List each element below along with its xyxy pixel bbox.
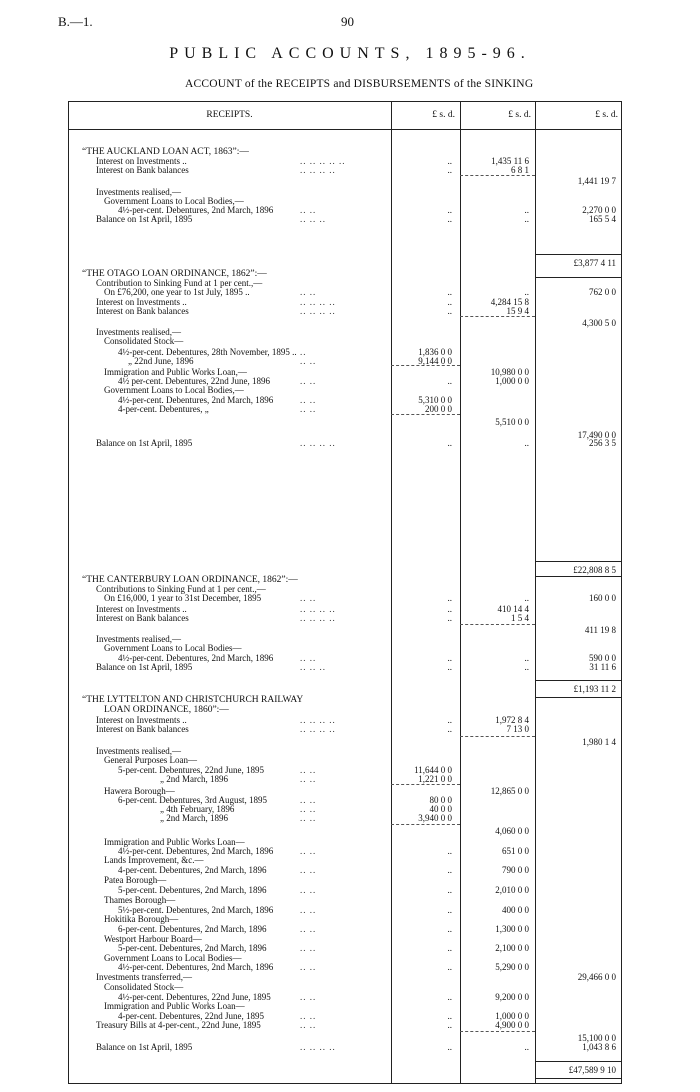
entry-text: Government Loans to Local Bodies— [104,643,242,653]
entry-text: Immigration and Public Works Loan— [104,1001,245,1011]
amount-c3: 1,441 19 7 [577,176,616,186]
entry-text: 4½-per-cent. Debentures, 2nd March, 1896 [118,653,274,663]
page-title: PUBLIC ACCOUNTS, 1895-96. [169,45,531,62]
amount-c1: .. [447,724,452,734]
total-rule [535,254,622,255]
amount-c3: £3,877 4 11 [573,258,616,268]
entry-text: Immigration and Public Works Loan,— [104,367,247,377]
amount-c1: .. [447,593,452,603]
entry-text: 4½-per-cent. Debentures, 2nd March, 1896 [118,846,274,856]
leader-dots: .. .. .. .. [300,604,336,614]
amount-c1: .. [447,306,452,316]
leader-dots: .. .. [300,205,317,215]
amount-c1: .. [447,662,452,672]
total-rule [535,680,622,681]
header-rule [68,129,622,130]
amount-c1: .. [447,1042,452,1052]
entry-text: “THE CANTERBURY LOAN ORDINANCE, 1862”:— [82,575,298,585]
amount-c3: 1,043 8 6 [582,1042,616,1052]
total-rule [535,1061,622,1062]
leader-dots: .. .. .. .. [300,613,336,623]
amount-c2: .. [524,1042,529,1052]
entry-text: 4½-per-cent. Debentures, 2nd March, 1896 [118,395,274,405]
entry-text: 4½-per-cent. Debentures, 2nd March, 1896 [118,205,274,215]
amount-c1: .. [447,865,452,875]
entry-text: General Purposes Loan— [104,755,197,765]
leader-dots: .. .. [300,356,317,366]
entry-text: Investments realised,— [96,746,181,756]
report-code: B.—1. [58,14,93,29]
subtotal-rule [460,175,535,176]
entry-text: „ 2nd March, 1896 [160,774,228,784]
amount-c3: £47,589 9 10 [568,1065,616,1075]
entry-text: “THE OTAGO LOAN ORDINANCE, 1862”:— [82,269,267,279]
amount-c1: 40 0 0 [429,804,452,814]
entry-text: Investments realised,— [96,187,181,197]
amount-c2: 400 0 0 [502,905,529,915]
subtotal-rule [460,316,535,317]
amount-c2: 651 0 0 [502,846,529,856]
amount-c3: 2,270 0 0 [582,205,616,215]
leader-dots: .. .. [300,653,317,663]
amount-c1: 11,644 0 0 [414,765,452,775]
amount-c3: 1,980 1 4 [582,737,616,747]
leader-dots: .. .. [300,865,317,875]
amount-c1: .. [447,613,452,623]
total-rule [535,576,622,577]
entry-text: Immigration and Public Works Loan— [104,837,245,847]
amount-c3: 165 5 4 [589,214,616,224]
entry-text: On £16,000, 1 year to 31st December, 1895 [104,593,262,603]
amount-c1: .. [447,1011,452,1021]
amount-c1: .. [447,943,452,953]
entry-text: Balance on 1st April, 1895 [96,438,193,448]
amount-c3: £22,808 8 5 [573,565,616,575]
entry-text: Interest on Investments .. [96,156,187,166]
amount-c2: 5,290 0 0 [495,962,529,972]
column-divider [535,101,536,1084]
entry-text: Consolidated Stock— [104,982,184,992]
total-rule [535,1078,622,1079]
amount-c1: 1,221 0 0 [418,774,452,784]
entry-text: Government Loans to Local Bodies— [104,953,242,963]
entry-text: 4-per-cent. Debentures, 22nd June, 1895 [118,1011,265,1021]
entry-text: 4½-per-cent. Debentures, 28th November, 1895 .. [118,347,297,357]
leader-dots: .. .. [300,395,317,405]
leader-dots: .. .. [300,795,317,805]
entry-text: Interest on Bank balances [96,613,189,623]
entry-text: Interest on Investments .. [96,297,187,307]
amount-c1: .. [447,297,452,307]
amount-c3: 15,100 0 0 [577,1033,616,1043]
amount-c1: .. [447,214,452,224]
entry-text: Lands Improvement, &c.— [104,855,204,865]
amount-c2: 1,000 0 0 [495,1011,529,1021]
entry-text: Westport Harbour Board— [104,934,202,944]
entry-text: Investments realised,— [96,634,181,644]
amount-c1: .. [447,715,452,725]
amount-c1: .. [447,962,452,972]
leader-dots: .. .. [300,376,317,386]
amount-c1: .. [447,165,452,175]
leader-dots: .. .. [300,992,317,1002]
entry-text: Balance on 1st April, 1895 [96,1042,193,1052]
entry-text: 4-per-cent. Debentures, „ [118,404,209,414]
subtotal-rule [391,414,460,415]
entry-text: 4½ per-cent. Debentures, 22nd June, 1896 [118,376,271,386]
entry-text: Contributions to Sinking Fund at 1 per cent.,— [96,584,266,594]
amount-c2: .. [524,287,529,297]
leader-dots: .. .. .. .. [300,306,336,316]
leader-dots: .. .. [300,846,317,856]
amount-c2: 10,980 0 0 [490,367,529,377]
amount-c2: 1,972 8 4 [495,715,529,725]
entry-text: 6-per-cent. Debentures, 2nd March, 1896 [118,924,267,934]
entry-text: Hokitika Borough— [104,914,179,924]
entry-text: Thames Borough— [104,895,176,905]
amount-c2: 12,865 0 0 [490,786,529,796]
entry-text: 5-per-cent. Debentures, 2nd March, 1896 [118,943,267,953]
amount-c1: 3,940 0 0 [418,813,452,823]
entry-text: Patea Borough— [104,875,167,885]
entry-text: Hawera Borough— [104,786,175,796]
amount-c1: .. [447,1020,452,1030]
entry-text: „ 2nd March, 1896 [160,813,228,823]
entry-text: 4½-per-cent. Debentures, 2nd March, 1896 [118,962,274,972]
leader-dots: .. .. [300,404,317,414]
amount-c2: 6 8 1 [511,165,529,175]
amount-c2: 1,435 11 6 [491,156,529,166]
amount-c2: 4,900 0 0 [495,1020,529,1030]
entry-text: 5½-per-cent. Debentures, 2nd March, 1896 [118,905,274,915]
leader-dots: .. .. [300,905,317,915]
amount-c1: .. [447,653,452,663]
amount-c2: .. [524,653,529,663]
leader-dots: .. .. [300,287,317,297]
entry-text: Government Loans to Local Bodies,— [104,385,244,395]
amount-c2: 5,510 0 0 [495,417,529,427]
amount-c1: .. [447,885,452,895]
amount-c1: .. [447,287,452,297]
page-number: 90 [341,14,354,29]
entry-text: LOAN ORDINANCE, 1860”:— [104,705,229,715]
column-divider [460,101,461,1084]
amount-c1: .. [447,846,452,856]
entry-text: Consolidated Stock— [104,336,184,346]
leader-dots: .. .. [300,924,317,934]
amount-c3: 31 11 6 [589,662,616,672]
leader-dots: .. .. .. [300,662,326,672]
leader-dots: .. .. [300,1020,317,1030]
amount-c3: 4,300 5 0 [582,318,616,328]
entry-text: Contribution to Sinking Fund at 1 per cent.,— [96,278,263,288]
amount-c2: 7 13 0 [506,724,529,734]
amount-c2: .. [524,438,529,448]
leader-dots: .. .. [300,593,317,603]
entry-text: „ 22nd June, 1896 [128,356,194,366]
amount-c2: 4,284 15 8 [490,297,529,307]
amount-c1: 1,836 0 0 [418,347,452,357]
amount-c2: 15 9 4 [506,306,529,316]
receipts-column-header: RECEIPTS. [206,110,253,120]
leader-dots: .. .. .. .. [300,165,336,175]
amount-c3: 762 0 0 [589,287,616,297]
subtotal-rule [460,736,535,737]
entry-text: Interest on Bank balances [96,724,189,734]
amount-c1: .. [447,604,452,614]
amount-c1: 5,310 0 0 [418,395,452,405]
amount-c2: .. [524,205,529,215]
leader-dots: .. .. [300,943,317,953]
amount-c3: 17,490 0 0 [577,430,616,440]
leader-dots: .. .. [300,1011,317,1021]
amount-c2: 410 14 4 [497,604,529,614]
column-3-header: £ s. d. [595,110,618,120]
entry-text: 5-per-cent. Debentures, 2nd March, 1896 [118,885,267,895]
entry-text: „ 4th February, 1896 [160,804,235,814]
leader-dots: .. .. [300,765,317,775]
total-rule [535,697,622,698]
subtotal-rule [460,624,535,625]
leader-dots: .. .. .. .. .. [300,156,346,166]
leader-dots: .. .. [300,804,317,814]
total-rule [535,277,622,278]
column-1-header: £ s. d. [432,110,455,120]
entry-text: 4½-per-cent. Debentures, 22nd June, 1895 [118,992,271,1002]
entry-text: “THE LYTTELTON AND CHRISTCHURCH RAILWAY [82,695,304,705]
amount-c2: 2,100 0 0 [495,943,529,953]
leader-dots: .. [300,347,307,357]
leader-dots: .. .. .. .. [300,1042,336,1052]
amount-c3: 256 3 5 [589,438,616,448]
amount-c2: 1,000 0 0 [495,376,529,386]
leader-dots: .. .. .. [300,214,326,224]
amount-c2: .. [524,214,529,224]
subtotal-rule [391,784,460,785]
amount-c3: 590 0 0 [589,653,616,663]
leader-dots: .. .. .. .. [300,297,336,307]
entry-text: 4-per-cent. Debentures, 2nd March, 1896 [118,865,267,875]
amount-c1: .. [447,376,452,386]
leader-dots: .. .. [300,962,317,972]
amount-c2: 1,300 0 0 [495,924,529,934]
account-subtitle: ACCOUNT of the RECEIPTS and DISBURSEMENTS of the SINKING [185,78,534,90]
amount-c3: 411 19 8 [584,625,616,635]
entry-text: Investments transferred,— [96,972,192,982]
amount-c2: .. [524,593,529,603]
entry-text: Interest on Investments .. [96,604,187,614]
entry-text: 5-per-cent. Debentures, 22nd June, 1895 [118,765,265,775]
amount-c1: 80 0 0 [429,795,452,805]
entry-text: Investments realised,— [96,327,181,337]
leader-dots: .. .. [300,885,317,895]
amount-c1: 9,144 0 0 [418,356,452,366]
leader-dots: .. .. .. .. [300,438,336,448]
entry-text: Interest on Investments .. [96,715,187,725]
entry-text: “THE AUCKLAND LOAN ACT, 1863”:— [82,147,249,157]
leader-dots: .. .. [300,813,317,823]
amount-c1: .. [447,992,452,1002]
leader-dots: .. .. .. .. [300,724,336,734]
entry-text: Treasury Bills at 4-per-cent., 22nd June, 1895 [96,1020,261,1030]
amount-c1: .. [447,924,452,934]
amount-c1: .. [447,205,452,215]
amount-c2: 9,200 0 0 [495,992,529,1002]
leader-dots: .. .. [300,774,317,784]
column-2-header: £ s. d. [508,110,531,120]
entry-text: Interest on Bank balances [96,306,189,316]
subtotal-rule [391,824,460,825]
entry-text: Government Loans to Local Bodies,— [104,196,244,206]
amount-c2: 4,060 0 0 [495,826,529,836]
entry-text: 6-per-cent. Debentures, 3rd August, 1895 [118,795,268,805]
entry-text: Balance on 1st April, 1895 [96,662,193,672]
amount-c3: 29,466 0 0 [577,972,616,982]
amount-c2: 2,010 0 0 [495,885,529,895]
amount-c1: .. [447,438,452,448]
amount-c1: .. [447,156,452,166]
amount-c3: 160 0 0 [589,593,616,603]
column-divider [391,101,392,1084]
amount-c2: 790 0 0 [502,865,529,875]
amount-c1: 200 0 0 [425,404,452,414]
amount-c2: 1 5 4 [511,613,529,623]
leader-dots: .. .. .. .. [300,715,336,725]
total-rule [535,561,622,562]
subtotal-rule [460,1031,535,1032]
entry-text: Interest on Bank balances [96,165,189,175]
amount-c2: .. [524,662,529,672]
amount-c1: .. [447,905,452,915]
amount-c3: £1,193 11 2 [573,684,616,694]
entry-text: On £76,200, one year to 1st July, 1895 .. [104,287,250,297]
entry-text: Balance on 1st April, 1895 [96,214,193,224]
